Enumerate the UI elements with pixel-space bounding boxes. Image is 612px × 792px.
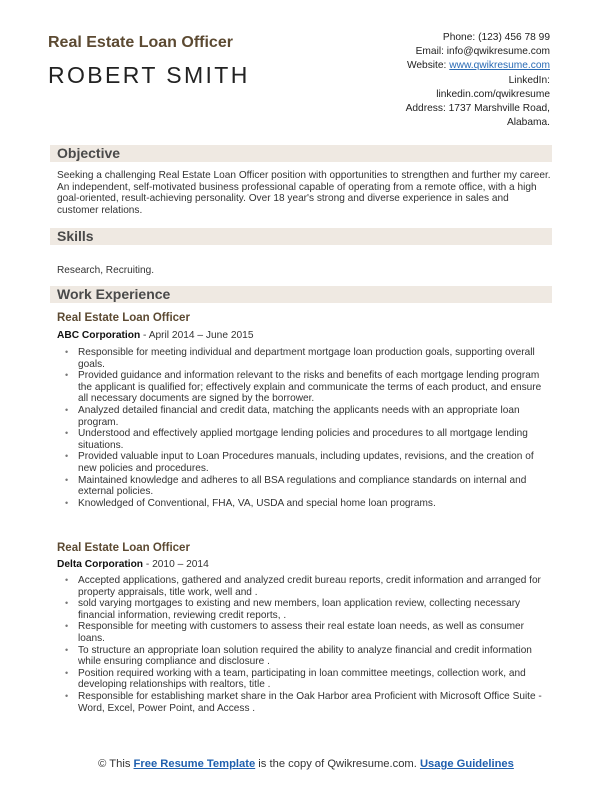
- list-item: • Knowledged of Conventional, FHA, VA, USDA and special home loan programs.: [63, 498, 553, 510]
- list-item: • sold varying mortgages to existing and new members, loan application review, collecting necessary financial information, reviewing credit reports, .: [63, 598, 553, 621]
- objective-text: Seeking a challenging Real Estate Loan Officer position with opportunities to strengthen and further my career. An independent, self-motivated business professional capable of operating from a remote office, with a high goal-oriented, result-achieving personality. Over 18 year's strong and diverse experience in sales and customer relations.: [57, 170, 551, 216]
- list-item: • Accepted applications, gathered and analyzed credit bureau reports, credit information and arranged for property appraisals, title work, well and .: [63, 575, 553, 598]
- footer-middle: is the copy of Qwikresume.com.: [255, 758, 420, 770]
- list-item: • Provided valuable input to Loan Procedures manuals, including updates, revisions, and the creation of new policies and procedures.: [63, 451, 553, 474]
- address-label: Address:: [405, 103, 446, 115]
- footer-prefix: © This: [98, 758, 134, 770]
- usage-guidelines-link[interactable]: Usage Guidelines: [419, 758, 514, 770]
- job-1-bullets: [63, 347, 553, 509]
- email-value: info@qwikresume.com: [446, 46, 550, 58]
- job-1-title: Real Estate Loan Officer: [57, 312, 190, 324]
- contact-linkedin-label: LinkedIn:: [508, 74, 550, 86]
- skills-section-header: [50, 228, 552, 245]
- objective-section-header: [50, 145, 552, 162]
- contact-phone: [320, 31, 550, 45]
- job-2-title: Real Estate Loan Officer: [57, 542, 190, 554]
- objective-title: Objective: [57, 145, 121, 161]
- job-2-company: Delta Corporation: [57, 559, 144, 570]
- contact-address: [320, 102, 550, 116]
- list-item: • Maintained knowledge and adheres to all BSA regulations and compliance standards on internal and external policies.: [63, 475, 553, 498]
- list-item: • Responsible for establishing market share in the Oak Harbor area Proficient with Microsoft Office Suite - Word, Excel, Power Point, and Access .: [63, 691, 553, 714]
- job-2-bullets: [63, 575, 553, 714]
- skills-text: Research, Recruiting.: [57, 265, 155, 276]
- free-resume-template-link[interactable]: Free Resume Template: [133, 758, 256, 770]
- list-item: • Understood and effectively applied mortgage lending policies and procedures to all mortgage lending situations.: [63, 428, 553, 451]
- contact-address-line2: Alabama.: [506, 117, 550, 129]
- footer: [50, 757, 562, 772]
- job-2-dates: - 2010 – 2014: [143, 559, 209, 570]
- contact-email: [320, 45, 550, 59]
- list-item: • Responsible for meeting individual and department mortgage loan production goals, supporting overall goals.: [63, 347, 553, 370]
- job-1-dates: - April 2014 – June 2015: [140, 330, 254, 341]
- list-item: • Position required working with a team, participating in loan committee meetings, collection work, and developing relationships with realtors, title .: [63, 668, 553, 691]
- job-2-company-line: [57, 559, 209, 570]
- header-job-title: Real Estate Loan Officer: [48, 34, 233, 51]
- email-label: Email:: [415, 46, 444, 58]
- contact-block: [320, 31, 550, 130]
- job-1-company: ABC Corporation: [57, 330, 141, 341]
- job-1-company-line: [57, 330, 253, 341]
- list-item: • Analyzed detailed financial and credit data, matching the applicants needs with an appropriate loan program.: [63, 405, 553, 428]
- contact-website: [320, 59, 550, 73]
- list-item: • Provided guidance and information relevant to the risks and benefits of each mortgage lending program the applicant is qualified for; effectively explain and communicate the terms of each product, and ensure all necessary documents are signed by the borrower.: [63, 370, 553, 405]
- website-label: Website:: [406, 60, 447, 72]
- contact-linkedin-value: linkedin.com/qwikresume: [436, 88, 550, 100]
- skills-title: Skills: [57, 228, 94, 244]
- work-title: Work Experience: [57, 286, 171, 302]
- list-item: • Responsible for meeting with customers to assess their real estate loan needs, as well as consumer loans.: [63, 621, 553, 644]
- phone-value: (123) 456 78 99: [478, 32, 550, 43]
- list-item: • To structure an appropriate loan solution required the ability to analyze financial and credit information while ensuring compliance and disclosure .: [63, 645, 553, 668]
- address-line1: 1737 Marshville Road,: [448, 103, 550, 115]
- website-link[interactable]: www.qwikresume.com: [449, 60, 550, 72]
- work-section-header: [50, 286, 552, 303]
- candidate-name: ROBERT SMITH: [48, 62, 250, 88]
- phone-label: Phone:: [442, 32, 476, 43]
